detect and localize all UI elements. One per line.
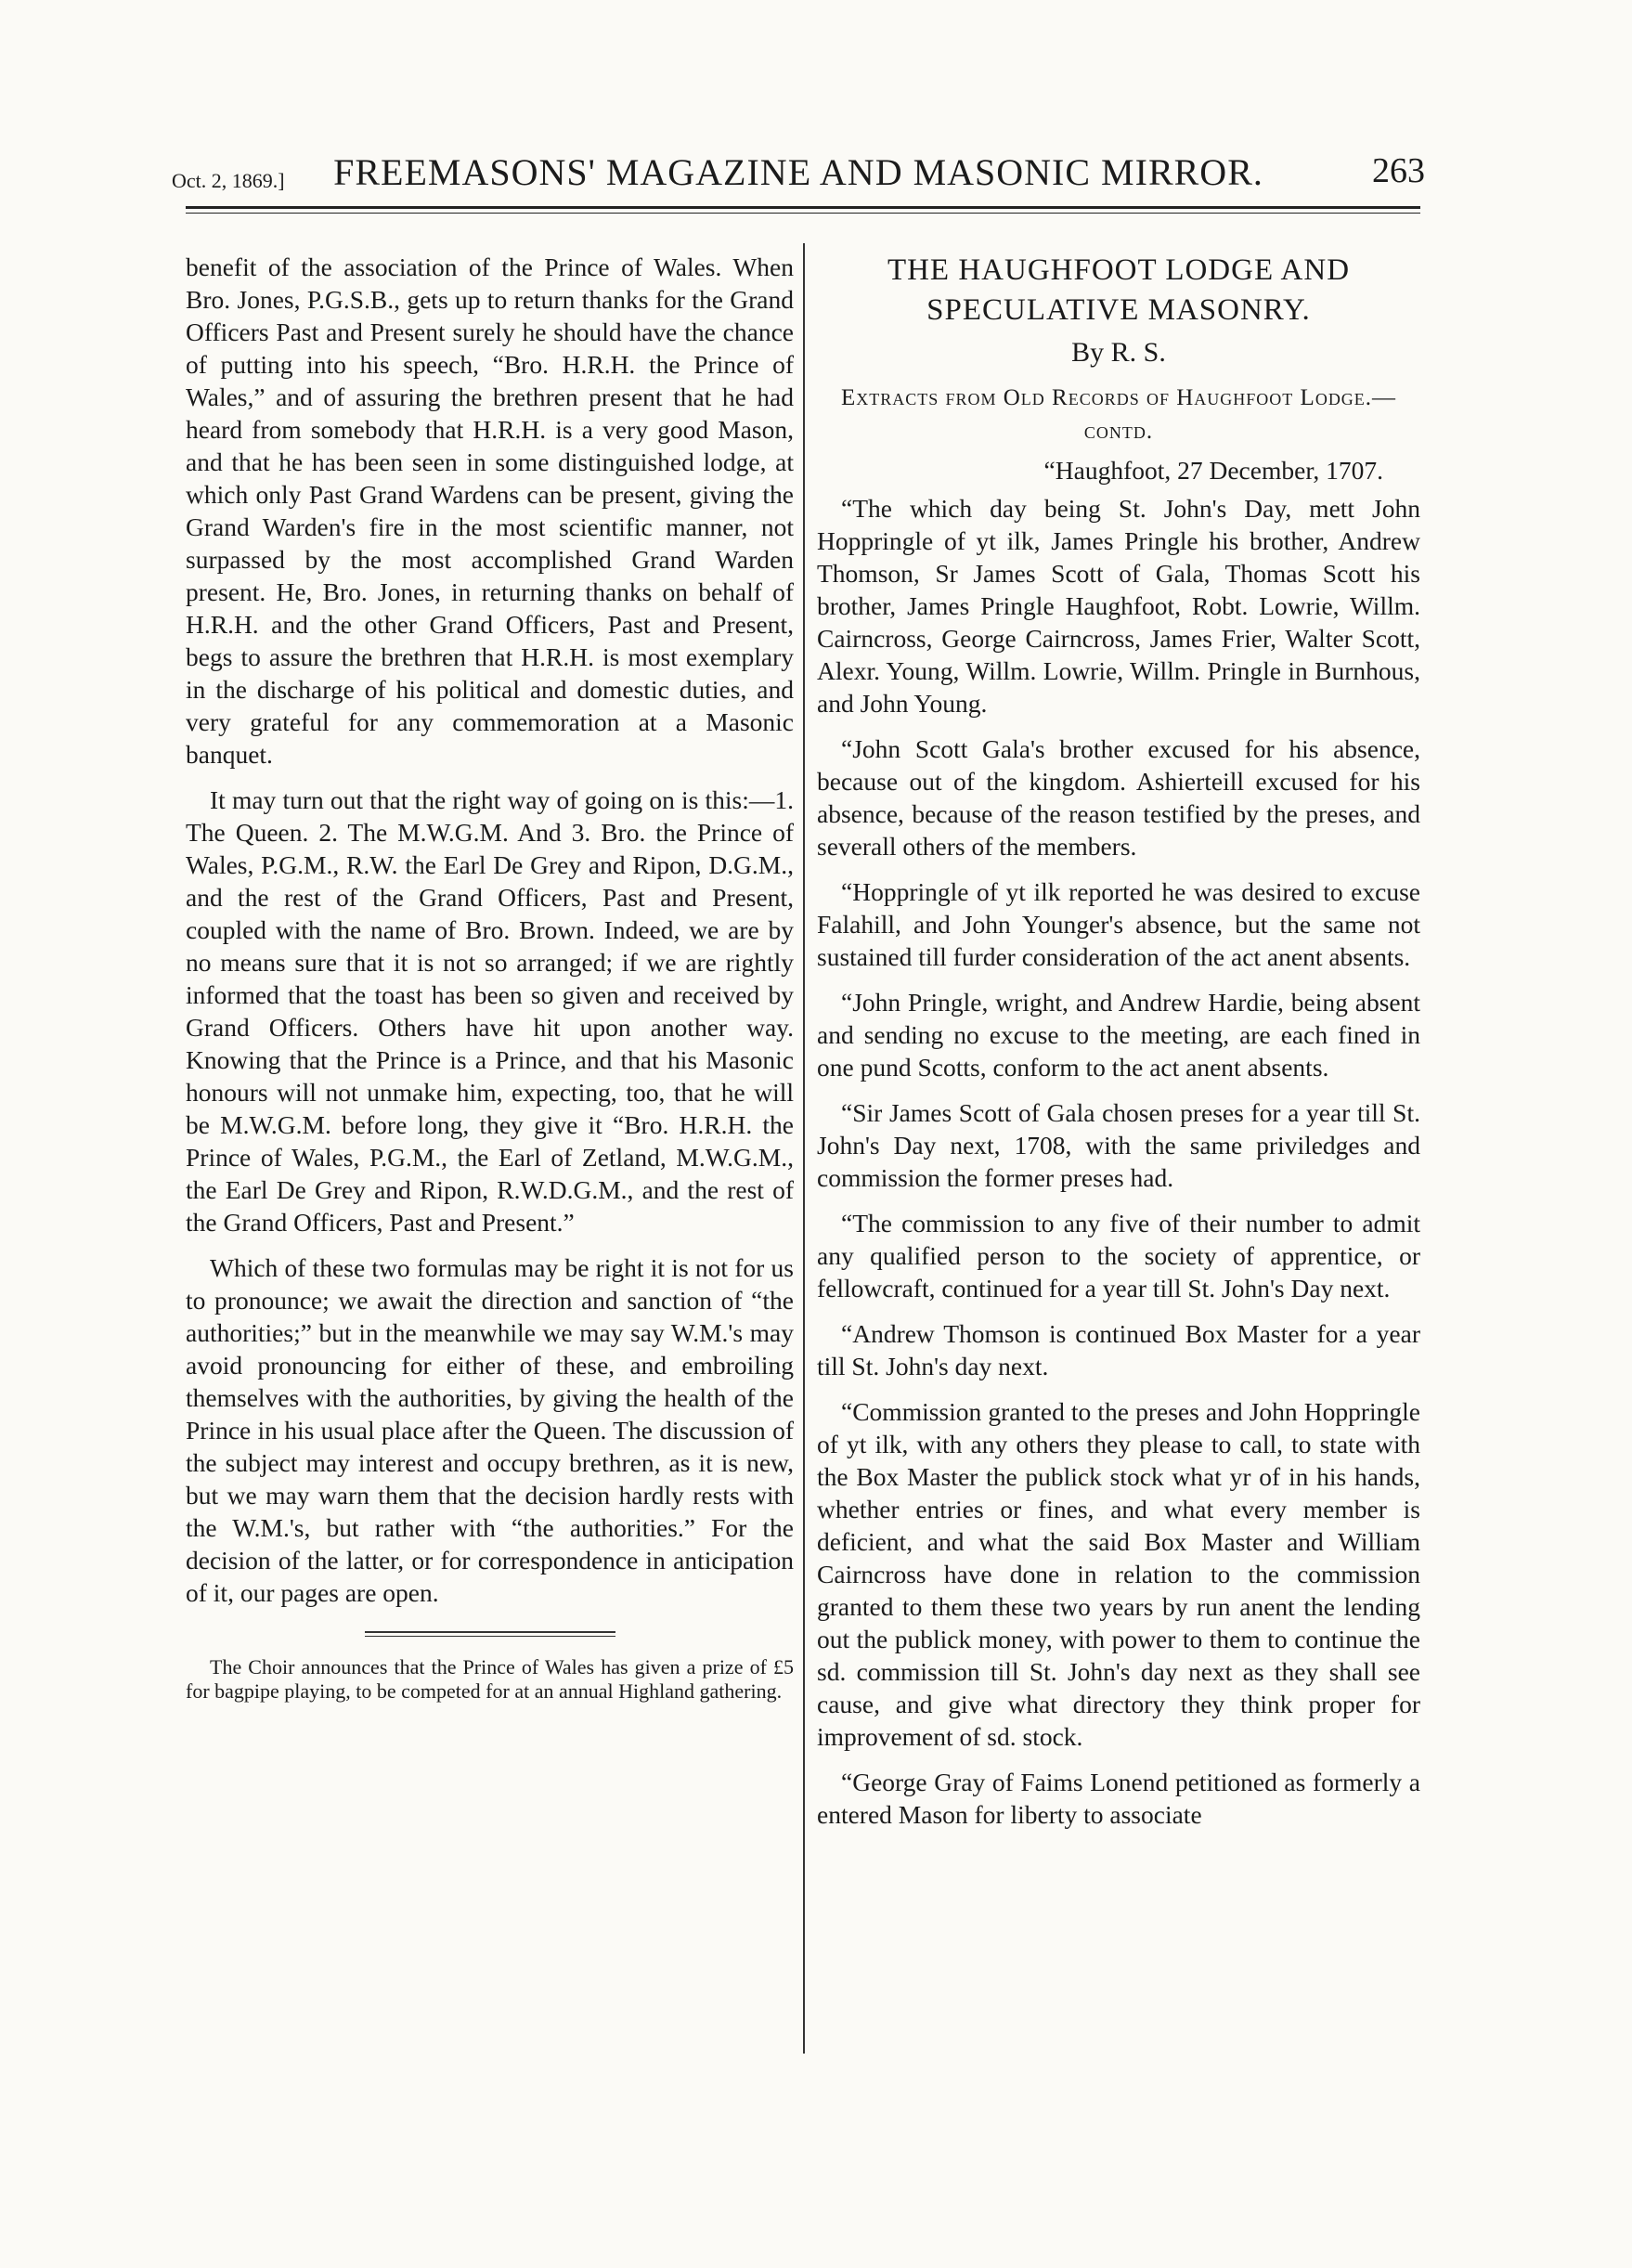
page-number: 263 — [1372, 151, 1425, 190]
right-paragraph: “John Scott Gala's brother excused for his absence, because out of the kingdom. Ashierteill excused for his absence, because of the reason testified by the preses, and severall others of the members. — [817, 734, 1420, 861]
footnote: The Choir announces that the Prince of Wales has given a prize of £5 for bagpipe playing, to be competed for at an annual Highland gathering. — [186, 1655, 794, 1703]
article-title: THE HAUGHFOOT LODGE AND SPECULATIVE MASONRY. — [887, 253, 1351, 327]
right-paragraph: “Hoppringle of yt ilk reported he was desired to excuse Falahill, and John Younger's absence, but the same not sustained till furder consideration of the act anent absents. — [817, 877, 1420, 971]
right-paragraph: “George Gray of Faims Lonend petitioned as formerly a entered Mason for liberty to associate — [817, 1768, 1420, 1829]
right-paragraph: “John Pringle, wright, and Andrew Hardie, being absent and sending no excuse to the meeting, are each fined in one pund Scotts, conform to the act anent absents. — [817, 988, 1420, 1082]
header-rule — [186, 206, 1420, 214]
page-header — [172, 147, 1425, 202]
left-paragraph: benefit of the association of the Prince of Wales. When Bro. Jones, P.G.S.B., gets up to return thanks for the Grand Officers Past and Present surely he should have the chance of putting into his speech, “Bro. H.R.H. the Prince of Wales,” and of assuring the brethren present that he had heard from somebody that H.R.H. is a very good Mason, and that he has been seen in some distinguished lodge, at which only Past Grand Wardens can be present, giving the Grand Warden's fire in the most scientific manner, not surpassed by the most accomplished Grand Warden present. He, Bro. Jones, in returning thanks on behalf of H.R.H. and the other Grand Officers, Past and Present, begs to assure the brethren that H.R.H. is most exemplary in the discharge of his political and domestic duties, and very grateful for any commemoration at a Masonic banquet. — [186, 253, 794, 769]
footnote-rule — [365, 1631, 615, 1637]
dateline: “Haughfoot, 27 December, 1707. — [1043, 456, 1383, 485]
right-paragraph: “The commission to any five of their number to admit any qualified person to the society of apprentice, or fellowcraft, continued for a year till St. John's Day next. — [817, 1209, 1420, 1302]
byline: By R. S. — [1071, 337, 1166, 368]
left-paragraph: It may turn out that the right way of going on is this:—1. The Queen. 2. The M.W.G.M. And 3. Bro. the Prince of Wales, P.G.M., R.W. the Earl De Grey and Ripon, D.G.M., and the rest of the Grand Officers, Past and Present, coupled with the name of Bro. Brown. Indeed, we are by no means sure that it is not so arranged; if we are rightly informed that the toast has been so given and received by Grand Officers. Others have hit upon another way. Knowing that the Prince is a Prince, and that his Masonic honours will not unmake him, expecting, too, that he will be M.W.G.M. before long, they give it “Bro. H.R.H. the Prince of Wales, P.G.M., the Earl of Zetland, M.W.G.M., the Earl De Grey and Ripon, R.W.D.G.M., and the rest of the Grand Officers, Past and Present.” — [186, 785, 794, 1237]
right-paragraph: “The which day being St. John's Day, mett John Hoppringle of yt ilk, James Pringle his brother, Andrew Thomson, Sr James Scott of Gala, Thomas Scott his brother, James Pringle Haughfoot, Robt. Lowrie, Willm. Cairncross, George Cairncross, James Frier, Walter Scott, Alexr. Young, Willm. Lowrie, Willm. Pringle in Burnhous, and John Young. — [817, 494, 1420, 718]
column-divider — [803, 243, 805, 2054]
left-paragraph: Which of these two formulas may be right it is not for us to pronounce; we await the direction and sanction of “the authorities;” but in the meanwhile we may say W.M.'s may avoid pronouncing for either of these, and embroiling themselves with the authorities, by giving the health of the Prince in his usual place after the Queen. The discussion of the subject may interest and occupy brethren, as it is new, but we may warn them that the decision hardly rests with the W.M.'s, but rather with “the authorities.” For the decision of the latter, or for correspondence in anticipation of it, our pages are open. — [186, 1253, 794, 1607]
right-paragraph: “Andrew Thomson is continued Box Master for a year till St. John's day next. — [817, 1319, 1420, 1380]
publication-title: FREEMASONS' MAGAZINE AND MASONIC MIRROR. — [333, 151, 1263, 193]
left-column — [186, 251, 794, 1717]
right-paragraph: “Sir James Scott of Gala chosen preses for a year till St. John's Day next, 1708, with the same priviledges and commission the former preses had. — [817, 1098, 1420, 1192]
header-date: Oct. 2, 1869.] — [172, 169, 285, 192]
right-column — [817, 251, 1420, 1844]
extracts-heading: Extracts from Old Records of Haughfoot Lodge.—contd. — [840, 385, 1397, 444]
right-paragraph: “Commission granted to the preses and John Hoppringle of yt ilk, with any others they please to call, to state with the Box Master the publick stock what yr of in his hands, whether entries or fines, and what every member is deficient, and what the said Box Master and William Cairncross have done in relation to the commission granted to them these two years by run anent the lending out the publick money, with power to them to continue the sd. commission till St. John's day next as they shall see cause, and give what directory they think proper for improvement of sd. stock. — [817, 1397, 1420, 1751]
